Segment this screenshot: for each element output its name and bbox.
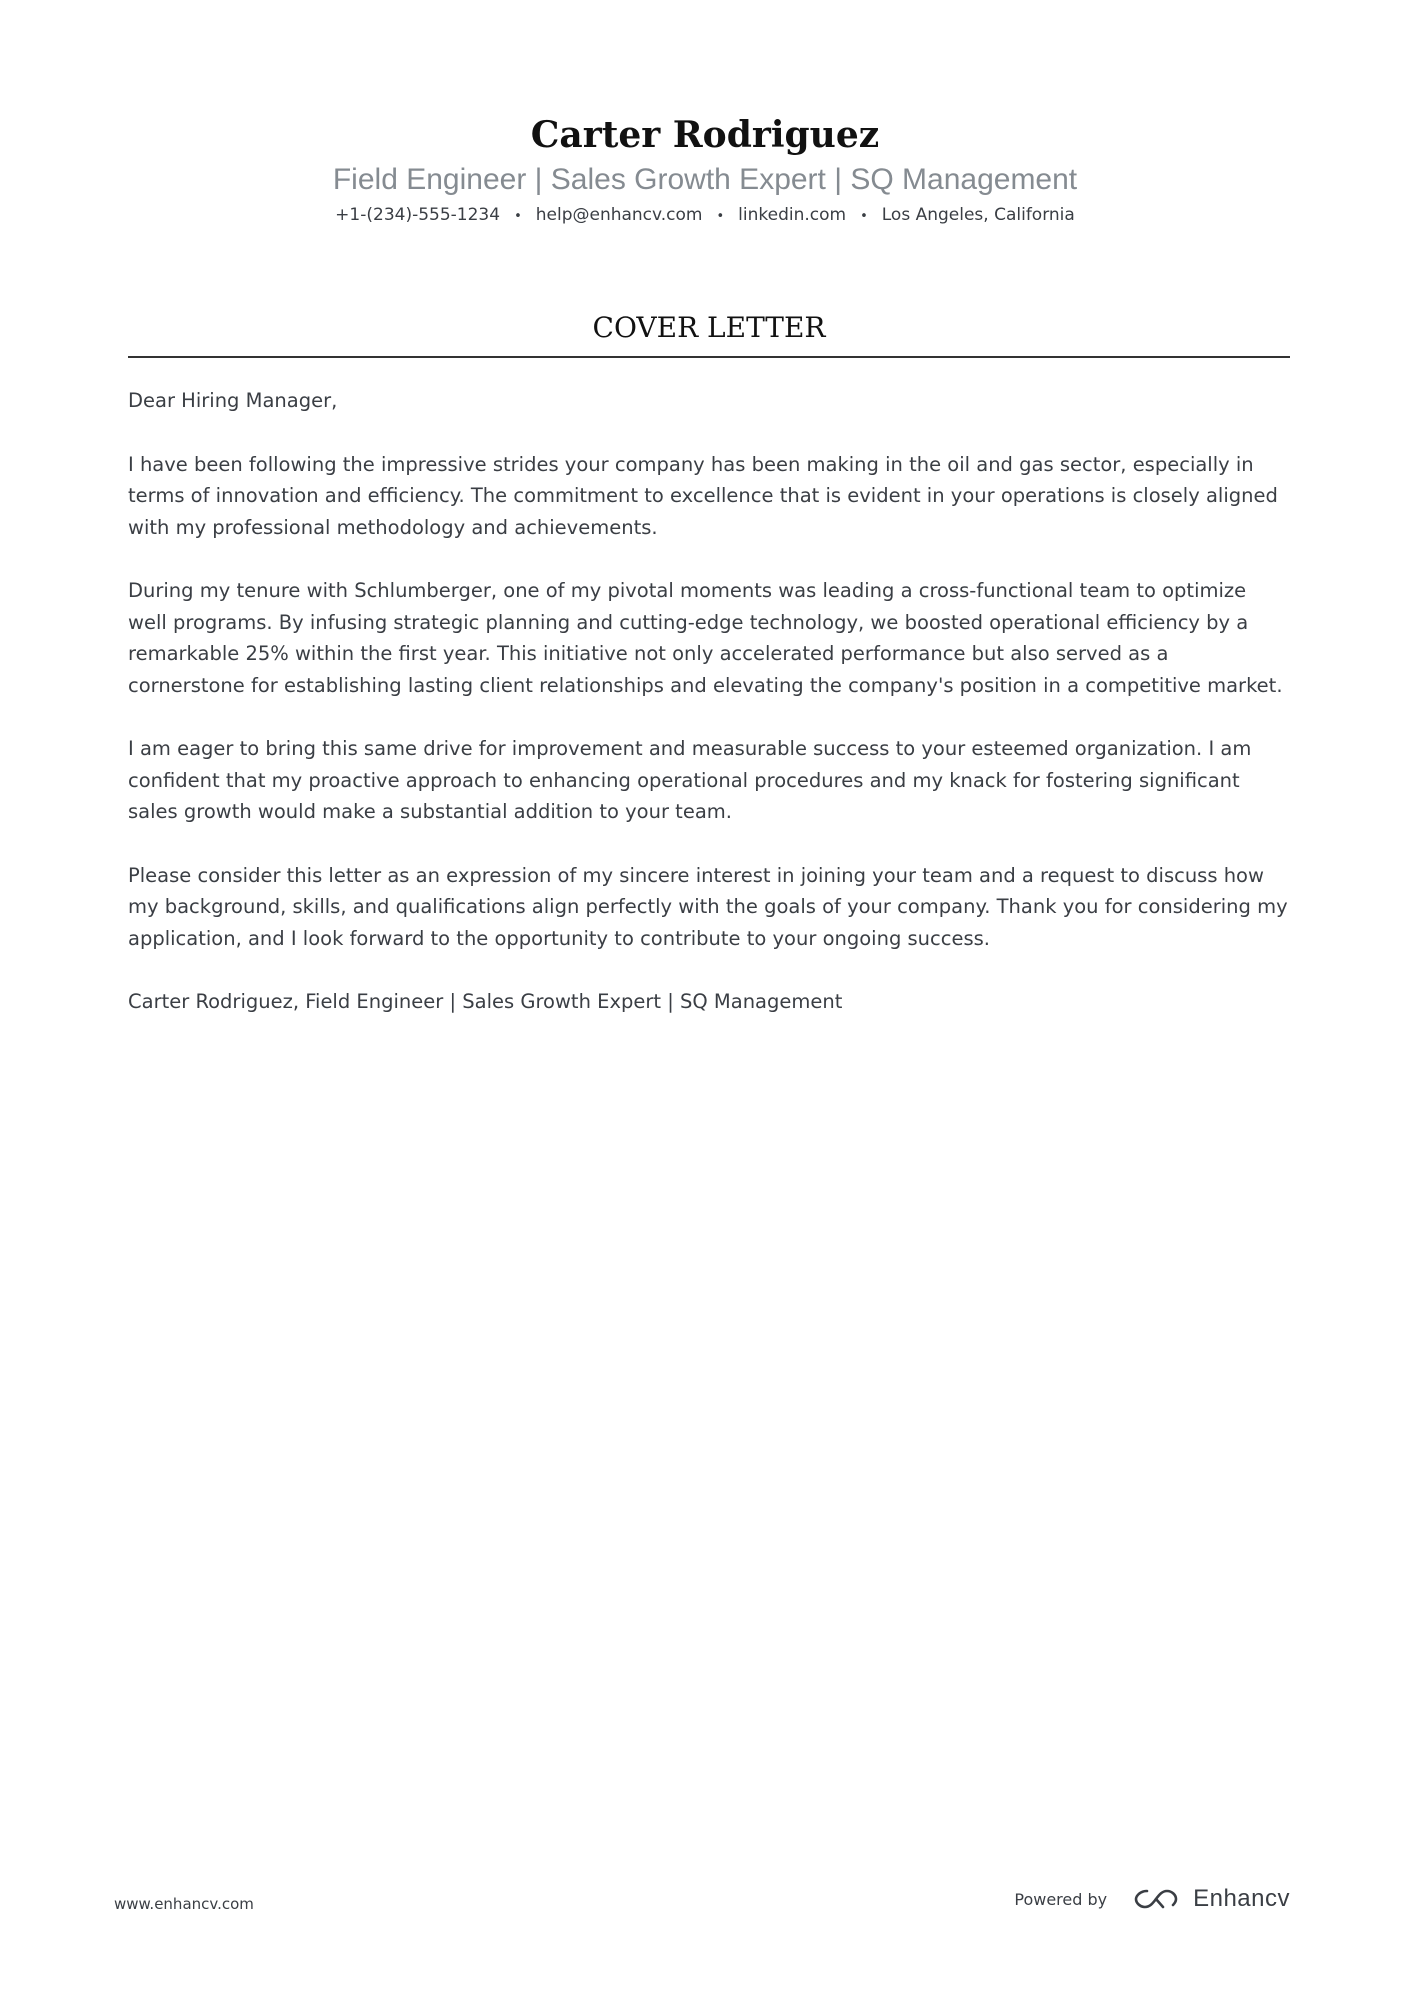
contact-linkedin: linkedin.com: [738, 205, 847, 225]
letter-paragraph: I have been following the impressive strides your company has been making in the oil and gas sector, especially in terms of innovation and efficiency. The commitment to excellence that is evident in your operations is closely aligned with my professional methodology and achievements.: [128, 452, 1278, 539]
letter-header: [0, 112, 1410, 229]
applicant-name: Carter Rodriguez: [530, 114, 880, 156]
footer-website: www.enhancv.com: [114, 1895, 254, 1913]
section-divider: [128, 356, 1290, 358]
contact-email: help@enhancv.com: [535, 205, 703, 225]
contact-separator: •: [860, 209, 868, 224]
letter-signature: Carter Rodriguez, Field Engineer | Sales Growth Expert | SQ Management: [128, 990, 843, 1013]
letter-paragraph: During my tenure with Schlumberger, one of my pivotal moments was leading a cross-functional team to optimize well programs. By infusing strategic planning and cutting-edge technology, we boosted operational efficiency by a remarkable 25% within the first year. This initiative not only accelerated performance but also served as a cornerstone for establishing lasting client relationships and elevating the company's position in a competitive market.: [128, 579, 1283, 697]
contact-phone: +1-(234)-555-1234: [335, 205, 501, 225]
letter-paragraph: I am eager to bring this same drive for improvement and measurable success to your esteemed organization. I am confident that my proactive approach to enhancing operational procedures and my knack for fostering significant sales growth would make a substantial addition to your team.: [128, 737, 1252, 823]
letter-body: [128, 385, 1290, 1050]
letter-greeting: Dear Hiring Manager,: [128, 389, 338, 412]
letter-paragraph: Please consider this letter as an expression of my sincere interest in joining your team and a request to discuss how my background, skills, and qualifications align perfectly with the goals of your company. Thank you for considering my application, and I look forward to the opportunity to contribute to your ongoing success.: [128, 863, 1288, 950]
contact-location: Los Angeles, California: [881, 205, 1075, 225]
contact-separator: •: [514, 209, 522, 224]
powered-by-label: Powered by: [1014, 1889, 1108, 1909]
footer-branding: [1014, 1885, 1290, 1913]
section-title: COVER LETTER: [592, 311, 826, 344]
applicant-title: Field Engineer | Sales Growth Expert | SQ Management: [332, 163, 1078, 196]
enhancv-logo-icon: [1133, 1887, 1179, 1911]
contact-line: [0, 203, 1410, 229]
enhancv-logo-text: Enhancv: [1193, 1885, 1290, 1912]
contact-separator: •: [716, 209, 725, 224]
